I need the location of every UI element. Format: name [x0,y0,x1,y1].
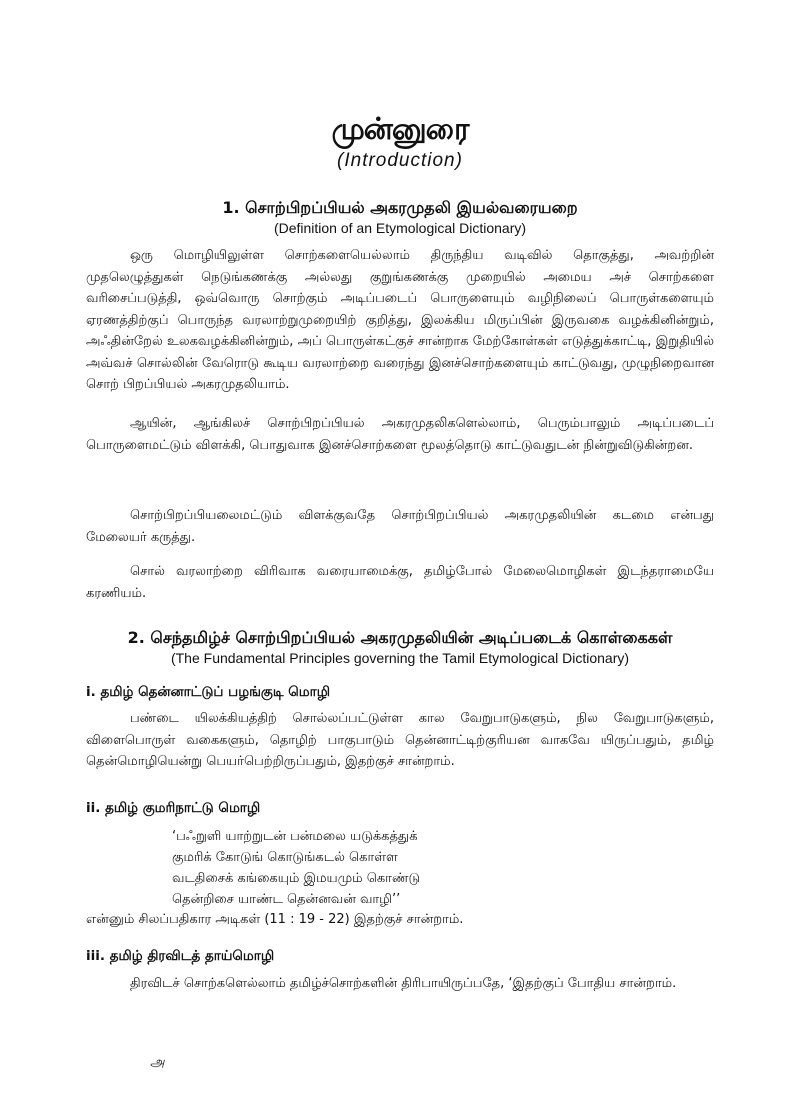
subsection-ii-heading: ii. தமிழ் குமரிநாட்டு மொழி [86,800,261,816]
verse-line-4: தென்றிசை யாண்ட தென்னவன் வாழி’’ [172,892,401,907]
page-subtitle: (Introduction) [337,150,463,171]
section-1-paragraph-3: சொற்பிறப்பியலைமட்டும் விளக்குவதே சொற்பிறப்பியல் அகரமுதலியின் கடமை என்பது மேலையர் கருத்து. [86,508,714,545]
silappathikaram-verse [172,826,420,910]
section-1-paragraph-2: ஆயின், ஆங்கிலச் சொற்பிறப்பியல் அகரமுதலிகளெல்லாம், பெரும்பாலும் அடிப்படைப் பொருளைமட்டும் விளக்கி, பொதுவாக இனச்சொற்களை மூலத்தொடு காட்டுவதுடன் நின்றுவிடுகின்றன. [86,416,714,453]
verse-line-2: குமரிக் கோடுங் கொடுங்கடல் கொள்ள [172,850,398,865]
verse-line-3: வடதிசைக் கங்கையும் இமயமும் கொண்டு [172,871,421,886]
section-1-heading-english: (Definition of an Etymological Dictionary) [273,220,527,236]
section-1-paragraph-4: சொல் வரலாற்றை விரிவாக வரையாமைக்கு, தமிழ்போல் மேலைமொழிகள் இடந்தராமையே கரணியம். [86,564,714,601]
section-2-heading: 2. செந்தமிழ்ச் சொற்பிறப்பியல் அகரமுதலியின் அடிப்படைக் கொள்கைகள் [127,628,673,647]
subsection-iii-paragraph: திரவிடச் சொற்களெல்லாம் தமிழ்ச்சொற்களின் திரிபாயிருப்பதே, ‘இதற்குப் போதிய சான்றாம். [130,976,677,991]
verse-citation: என்னும் சிலப்பதிகார அடிகள் (11 : 19 - 22) இதற்குச் சான்றாம். [86,912,464,927]
section-1-heading: 1. சொற்பிறப்பியல் அகரமுதலி இயல்வரையறை [222,198,578,217]
page-title: முன்னுரை [331,112,469,147]
subsection-i-heading: i. தமிழ் தென்னாட்டுப் பழங்குடி மொழி [86,684,330,700]
page-catchword: அ [150,1055,165,1070]
subsection-iii-heading: iii. தமிழ் திரவிடத் தாய்மொழி [86,948,275,964]
section-1-paragraph-1: ஒரு மொழியிலுள்ள சொற்களையெல்லாம் திருந்திய வடிவில் தொகுத்து, அவற்றின் முதலெழுத்துகள் நெடுங்கணக்கு அல்லது குறுங்கணக்கு முறையில் அமைய அச் சொற்களை வரிசைப்படுத்தி, ஒவ்வொரு சொற்கும் அடிப்படைப் பொருளையும் வழிநிலைப் பொருள்களையும் ஏரணத்திற்குப் பொருந்த வரலாற்றுமுறையிற் குறித்து, இலக்கிய மிருப்பின் இருவகை வழக்கினின்றும், அஃதின்றேல் உலகவழக்கினின்றும், அப் பொருள்கட்குச் சான்றாக மேற்கோள்கள் எடுத்துக்காட்டி, இறுதியில் அவ்வச் சொல்லின் வேரொடு கூடிய வரலாற்றை வரைந்து இனச்சொற்களையும் காட்டுவது, முழுநிறைவான சொற் பிறப்பியல் அகரமுதலியாம். [86,248,714,392]
section-2-heading-english: (The Fundamental Principles governing the Tamil Etymological Dictionary) [170,650,630,666]
verse-line-1: ‘பஃறுளி யாற்றுடன் பன்மலை யடுக்கத்துக் [172,829,418,844]
subsection-i-paragraph: பண்டை யிலக்கியத்திற் சொல்லப்பட்டுள்ள கால வேறுபாடுகளும், நில வேறுபாடுகளும், விளைபொருள் வகைகளும், தொழிற் பாகுபாடும் தென்னாட்டிற்குரியன வாகவே யிருப்பதும், தமிழ் தென்மொழியென்று பெயர்பெற்றிருப்பதும், இதற்குச் சான்றாம். [86,711,714,769]
